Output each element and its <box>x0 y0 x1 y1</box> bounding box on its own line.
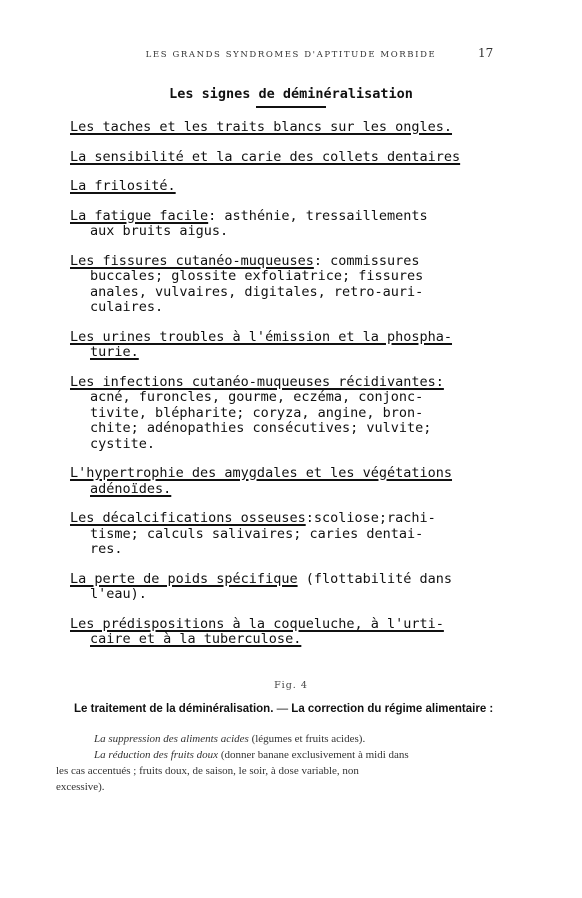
sign-continuation: res. <box>90 541 123 557</box>
emphasis-text: La suppression des aliments acides <box>94 733 249 745</box>
sign-text: :scoliose;rachi- <box>305 510 436 526</box>
sign-continuation: acné, furoncles, gourme, eczéma, conjonc- <box>90 389 424 405</box>
sign-continuation: adénoïdes. <box>90 480 172 497</box>
em-dash: — <box>273 703 292 715</box>
treatment-body <box>56 731 510 795</box>
sign-heading: Les urines troubles à l'émission et la phospha- <box>70 328 453 345</box>
paragraph-line <box>74 747 510 763</box>
paragraph-line <box>74 731 510 747</box>
sign-heading: La fatigue facile <box>70 207 209 224</box>
emphasis-text: La réduction des fruits doux <box>94 749 219 761</box>
sign-continuation: aux bruits aigus. <box>90 223 229 239</box>
page-number: 17 <box>478 46 494 60</box>
sign-heading: La sensibilité et la carie des collets dentaires <box>70 148 461 165</box>
sign-item <box>70 209 512 240</box>
sign-continuation: turie. <box>90 344 139 360</box>
sign-continuation: cystite. <box>90 435 156 452</box>
running-head: LES GRANDS SYNDROMES D'APTITUDE MORBIDE <box>145 50 437 60</box>
sign-continuation: anales, vulvaires, digitales, retro-auri- <box>90 283 424 300</box>
sign-item <box>70 375 512 453</box>
sign-item <box>70 120 512 136</box>
treatment-heading-block <box>74 702 510 717</box>
paragraph-line: excessive). <box>56 781 105 793</box>
body-text: (légumes et fruits acides). <box>248 733 366 745</box>
figure-title: Les signes de déminéralisation <box>169 86 413 102</box>
sign-heading: Les infections cutanéo-muqueuses récidivantes: <box>70 373 444 390</box>
sign-text: (flottabilité dans <box>297 570 453 587</box>
sign-heading: Les prédispositions à la coqueluche, à l'urti- <box>70 615 444 632</box>
paragraph-line: les cas accentués ; fruits doux, de saison, le soir, à dose variable, non <box>56 765 359 777</box>
sign-heading: Les fissures cutanéo-muqueuses <box>70 252 314 269</box>
sign-continuation: buccales; glossite exfoliatrice; fissures <box>90 268 424 284</box>
sign-continuation: caire et à la tuberculose. <box>90 631 302 647</box>
treatment-subheading: La correction du régime alimentaire : <box>291 703 494 715</box>
body-text: (donner banane exclusivement à midi dans <box>218 749 409 761</box>
sign-heading: Les décalcifications osseuses <box>70 510 306 526</box>
title-rule <box>256 106 326 108</box>
sign-item <box>70 179 512 195</box>
sign-heading: La perte de poids spécifique <box>70 570 298 587</box>
sign-text: : commissures <box>313 252 420 269</box>
sign-continuation: culaires. <box>90 299 164 315</box>
figure-caption: Fig. 4 <box>274 680 308 691</box>
figure-typescript <box>70 86 512 662</box>
sign-heading: Les taches et les traits blancs sur les ongles. <box>70 119 453 135</box>
sign-item <box>70 511 512 558</box>
sign-item <box>70 466 512 497</box>
sign-heading: L'hypertrophie des amygdales et les végétations <box>70 465 453 481</box>
sign-heading: La frilosité. <box>70 178 176 194</box>
sign-item <box>70 330 512 361</box>
sign-item <box>70 572 512 603</box>
sign-continuation: chite; adénopathies consécutives; vulvite; <box>90 420 432 436</box>
sign-continuation: tivite, blépharite; coryza, angine, bron- <box>90 404 424 421</box>
sign-item <box>70 617 512 648</box>
sign-continuation: l'eau). <box>90 586 147 602</box>
sign-item <box>70 150 512 166</box>
sign-continuation: tisme; calculs salivaires; caries dentai- <box>90 525 424 542</box>
sign-item <box>70 254 512 316</box>
sign-text: : asthénie, tressaillements <box>208 207 428 224</box>
treatment-heading: Le traitement de la déminéralisation. <box>74 703 274 715</box>
